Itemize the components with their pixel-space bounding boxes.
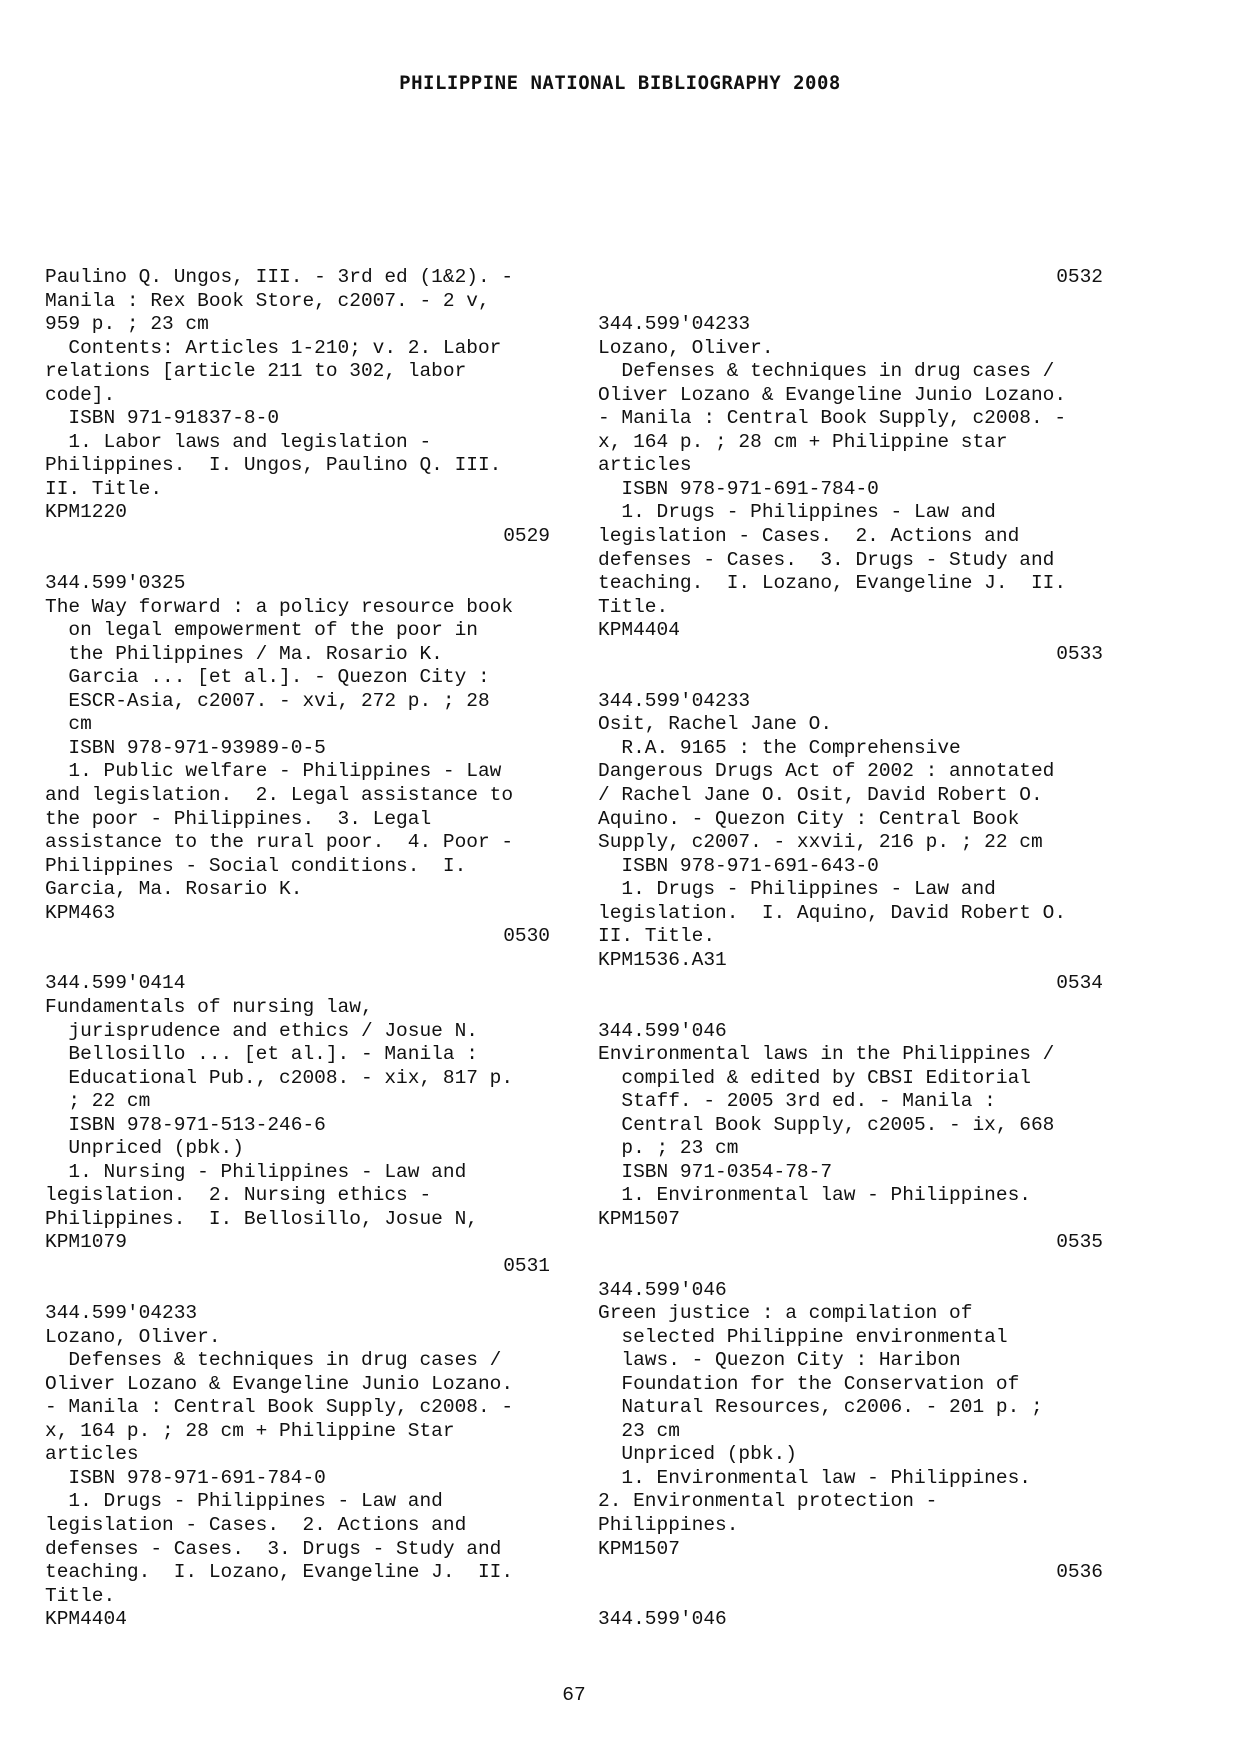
bibliography-line: 23 cm	[598, 1419, 680, 1442]
bibliography-line: defenses - Cases. 3. Drugs - Study and	[598, 548, 1055, 571]
bibliography-line: assistance to the rural poor. 4. Poor -	[45, 831, 514, 854]
entry-number: 0531	[503, 1254, 550, 1277]
bibliography-line: ISBN 978-971-691-784-0	[45, 1466, 326, 1489]
bibliography-line: x, 164 p. ; 28 cm + Philippine star	[598, 430, 1008, 453]
bibliography-line: KPM1507	[598, 1537, 680, 1560]
bibliography-line: Philippines.	[598, 1513, 739, 1536]
bibliography-line: KPM1507	[598, 1207, 680, 1230]
bibliography-line: Dangerous Drugs Act of 2002 : annotated	[598, 760, 1055, 783]
bibliography-line: - Manila : Central Book Supply, c2008. -	[45, 1396, 514, 1419]
bibliography-line: Lozano, Oliver.	[598, 336, 774, 359]
bibliography-line: KPM463	[45, 901, 116, 924]
bibliography-line	[45, 549, 550, 573]
bibliography-line: ISBN 971-0354-78-7	[598, 1160, 833, 1183]
bibliography-line: KPM1220	[45, 501, 127, 524]
bibliography-line: KPM4404	[45, 1608, 127, 1631]
bibliography-line: The Way forward : a policy resource book	[45, 595, 514, 618]
bibliography-line: legislation. 2. Nursing ethics -	[45, 1184, 432, 1207]
bibliography-line: Environmental laws in the Philippines /	[598, 1043, 1055, 1066]
bibliography-line: 344.599'04233	[598, 689, 751, 712]
bibliography-line: KPM1079	[45, 1231, 127, 1254]
bibliography-line: Fundamentals of nursing law,	[45, 995, 373, 1018]
bibliography-line	[598, 1255, 1103, 1279]
bibliography-line: ISBN 978-971-691-784-0	[598, 477, 879, 500]
bibliography-line: II. Title.	[598, 925, 716, 948]
bibliography-line: Defenses & techniques in drug cases /	[598, 360, 1055, 383]
bibliography-line: relations [article 211 to 302, labor	[45, 360, 467, 383]
page-number: 67	[562, 1684, 586, 1706]
bibliography-line: Staff. - 2005 3rd ed. - Manila :	[598, 1090, 996, 1113]
bibliography-line: teaching. I. Lozano, Evangeline J. II.	[45, 1561, 514, 1584]
bibliography-line: Title.	[45, 1584, 116, 1607]
page-header-title: PHILIPPINE NATIONAL BIBLIOGRAPHY 2008	[399, 72, 841, 94]
bibliography-line: R.A. 9165 : the Comprehensive	[598, 736, 961, 759]
bibliography-line: Educational Pub., c2008. - xix, 817 p.	[45, 1066, 514, 1089]
entry-number: 0536	[1056, 1561, 1103, 1584]
bibliography-line: Lozano, Oliver.	[45, 1325, 221, 1348]
bibliography-line: 2. Environmental protection -	[598, 1490, 938, 1513]
bibliography-line: 1. Nursing - Philippines - Law and	[45, 1160, 467, 1183]
bibliography-line: Paulino Q. Ungos, III. - 3rd ed (1&2). -	[45, 266, 514, 288]
bibliography-line: Foundation for the Conservation of	[598, 1372, 1020, 1395]
bibliography-line: Bellosillo ... [et al.]. - Manila :	[45, 1043, 478, 1066]
bibliography-line: ISBN 978-971-691-643-0	[598, 854, 879, 877]
bibliography-line: Contents: Articles 1-210; v. 2. Labor	[45, 336, 502, 359]
bibliography-line: ISBN 971-91837-8-0	[45, 407, 280, 430]
bibliography-line: Manila : Rex Book Store, c2007. - 2 v,	[45, 289, 490, 312]
bibliography-line: p. ; 23 cm	[598, 1137, 739, 1160]
bibliography-line: 344.599'0325	[45, 572, 186, 595]
bibliography-line: 1. Public welfare - Philippines - Law	[45, 760, 502, 783]
entry-number: 0533	[1056, 642, 1103, 665]
bibliography-line: Oliver Lozano & Evangeline Junio Lozano.	[45, 1372, 514, 1395]
entry-number: 0535	[1056, 1231, 1103, 1254]
bibliography-line: Philippines - Social conditions. I.	[45, 854, 467, 877]
bibliography-line: Natural Resources, c2006. - 201 p. ;	[598, 1396, 1043, 1419]
bibliography-line	[45, 949, 550, 973]
bibliography-line	[598, 1585, 1103, 1609]
bibliography-line: articles	[45, 1443, 139, 1466]
bibliography-line: 1. Drugs - Philippines - Law and	[598, 878, 996, 901]
bibliography-line: - Manila : Central Book Supply, c2008. -	[598, 407, 1067, 430]
bibliography-line	[598, 666, 1103, 690]
bibliography-line: 344.599'04233	[45, 1302, 198, 1325]
bibliography-line: jurisprudence and ethics / Josue N.	[45, 1019, 478, 1042]
bibliography-line: Green justice : a compilation of	[598, 1302, 973, 1325]
bibliography-line: Unpriced (pbk.)	[45, 1137, 244, 1160]
bibliography-line: laws. - Quezon City : Haribon	[598, 1349, 961, 1372]
bibliography-line: 1. Drugs - Philippines - Law and	[45, 1490, 443, 1513]
bibliography-line: II. Title.	[45, 477, 163, 500]
bibliography-line: 1. Environmental law - Philippines.	[598, 1184, 1031, 1207]
bibliography-line: the Philippines / Ma. Rosario K.	[45, 642, 443, 665]
bibliography-line	[598, 290, 1103, 314]
bibliography-line: 344.599'046	[598, 1608, 727, 1631]
bibliography-line: Central Book Supply, c2005. - ix, 668	[598, 1113, 1055, 1136]
entry-number: 0532	[1056, 266, 1103, 288]
bibliography-line: Defenses & techniques in drug cases /	[45, 1349, 502, 1372]
bibliography-line	[45, 1279, 550, 1303]
bibliography-line: selected Philippine environmental	[598, 1325, 1008, 1348]
bibliography-line: Aquino. - Quezon City : Central Book	[598, 807, 1020, 830]
bibliography-line: Osit, Rachel Jane O.	[598, 713, 833, 736]
bibliography-line: Supply, c2007. - xxvii, 216 p. ; 22 cm	[598, 831, 1043, 854]
bibliography-line: teaching. I. Lozano, Evangeline J. II.	[598, 572, 1067, 595]
bibliography-line: articles	[598, 454, 692, 477]
bibliography-line: the poor - Philippines. 3. Legal	[45, 807, 432, 830]
bibliography-line: Philippines. I. Ungos, Paulino Q. III.	[45, 454, 502, 477]
bibliography-line: ISBN 978-971-513-246-6	[45, 1113, 326, 1136]
bibliography-line: code].	[45, 383, 116, 406]
bibliography-line	[598, 996, 1103, 1020]
entry-number: 0529	[503, 525, 550, 548]
bibliography-line: 344.599'0414	[45, 972, 186, 995]
bibliography-line: Garcia ... [et al.]. - Quezon City :	[45, 666, 490, 689]
bibliography-line: compiled & edited by CBSI Editorial	[598, 1066, 1031, 1089]
bibliography-line: x, 164 p. ; 28 cm + Philippine Star	[45, 1419, 455, 1442]
bibliography-line: KPM1536.A31	[598, 948, 727, 971]
bibliography-line: Garcia, Ma. Rosario K.	[45, 878, 303, 901]
bibliography-line: 1. Environmental law - Philippines.	[598, 1466, 1031, 1489]
bibliography-line: ; 22 cm	[45, 1090, 151, 1113]
bibliography-line: legislation - Cases. 2. Actions and	[598, 525, 1020, 548]
bibliography-line: 344.599'046	[598, 1019, 727, 1042]
bibliography-line: / Rachel Jane O. Osit, David Robert O.	[598, 784, 1043, 807]
bibliography-line: on legal empowerment of the poor in	[45, 619, 478, 642]
bibliography-line: Unpriced (pbk.)	[598, 1443, 797, 1466]
entry-number: 0534	[1056, 972, 1103, 995]
bibliography-line: ISBN 978-971-93989-0-5	[45, 736, 326, 759]
left-column	[45, 266, 550, 1632]
bibliography-line: legislation - Cases. 2. Actions and	[45, 1513, 467, 1536]
bibliography-line: 1. Drugs - Philippines - Law and	[598, 501, 996, 524]
bibliography-line: ESCR-Asia, c2007. - xvi, 272 p. ; 28	[45, 689, 490, 712]
bibliography-line: 1. Labor laws and legislation -	[45, 430, 432, 453]
bibliography-line: and legislation. 2. Legal assistance to	[45, 784, 514, 807]
bibliography-line: 959 p. ; 23 cm	[45, 313, 209, 336]
entry-number: 0530	[503, 925, 550, 948]
bibliography-line: legislation. I. Aquino, David Robert O.	[598, 901, 1067, 924]
bibliography-line: cm	[45, 713, 92, 736]
bibliography-line: KPM4404	[598, 619, 680, 642]
bibliography-line: 344.599'04233	[598, 313, 751, 336]
bibliography-line: defenses - Cases. 3. Drugs - Study and	[45, 1537, 502, 1560]
bibliography-line: 344.599'046	[598, 1278, 727, 1301]
bibliography-line: Oliver Lozano & Evangeline Junio Lozano.	[598, 383, 1067, 406]
bibliography-line: Title.	[598, 595, 669, 618]
right-column	[598, 266, 1103, 1632]
bibliography-line: Philippines. I. Bellosillo, Josue N,	[45, 1207, 478, 1230]
